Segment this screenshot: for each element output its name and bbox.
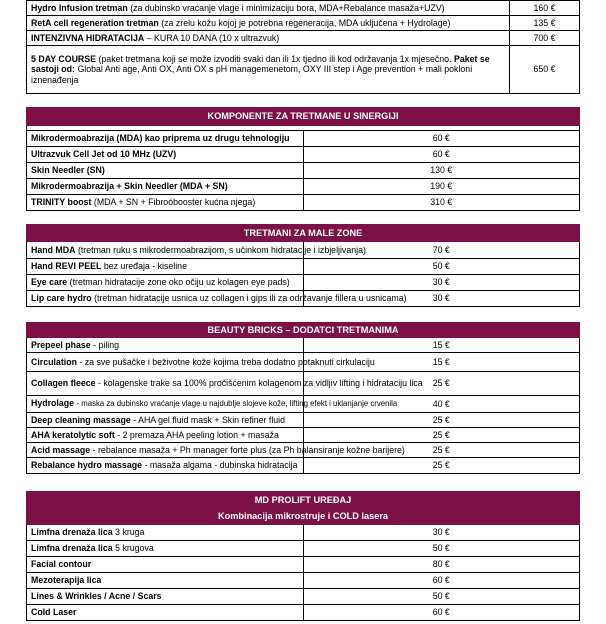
treatment-name: Collagen fleece: [31, 378, 96, 389]
treatment-name: INTENZIVNA HIDRATACIJA: [31, 32, 145, 43]
treatment-desc: (tretman ruku s mikrodermoabrazijom, s učinkom hidratacije i izbjeljivanja): [77, 244, 366, 255]
table-row: [27, 131, 580, 147]
treatment-name: Mikrodermoabrazija + Skin Needler (MDA + SN): [31, 181, 228, 192]
md-prolift-table: [26, 491, 580, 621]
treatment-price: 135 €: [510, 16, 580, 31]
treatment-desc: (tretman hidratacije zone oko očiju uz kolagen eye pads): [69, 277, 290, 288]
table-row: [27, 443, 580, 458]
treatment-name: Hydrolage: [31, 398, 75, 409]
package-label: Paket se sastoji od:: [31, 53, 490, 75]
treatment-name: Circulation: [31, 356, 77, 367]
treatment-price: 60 €: [303, 573, 580, 589]
treatment-desc: - piling: [93, 339, 120, 350]
section-header: [27, 323, 580, 338]
treatment-name: Rebalance hydro massage: [31, 460, 142, 471]
table-row: [27, 259, 580, 275]
table-row: [27, 573, 580, 589]
treatment-price: 70 €: [303, 242, 580, 259]
treatment-desc: - kolagenske trake sa 100% pročišćenim kolagenom za vidljiv lifting i hidrataciju lica: [98, 378, 423, 389]
treatment-desc: 3 kruga: [115, 527, 145, 538]
treatment-name: Eye care: [31, 277, 68, 288]
treatment-price: 25 €: [303, 413, 580, 428]
top-treatments-table: [26, 0, 580, 94]
table-row: [27, 605, 580, 621]
treatment-desc: - rebalance masaža + Ph manager forte plus (za Ph balansiranje kožne barijere): [92, 444, 405, 455]
treatment-name: Mezoterapija lica: [31, 575, 102, 586]
treatment-desc: (paket tretmana koji se može izvoditi svaki dan ili 1x tjedno ili kod održavanja 1x mjesečno.: [98, 53, 452, 64]
treatment-name: Hand REVI PEEL: [31, 261, 102, 272]
treatment-name: TRINITY boost: [31, 197, 92, 208]
table-row: [27, 372, 580, 396]
treatment-desc: - masaža algama - dubinska hidratacija: [144, 460, 298, 471]
table-row: [27, 541, 580, 557]
treatment-desc: – KURA 10 DANA (10 x ultrazvuk): [146, 32, 280, 43]
section-title: KOMPONENTE ZA TRETMANE U SINERGIJI: [27, 108, 580, 126]
treatment-price: 160 €: [510, 1, 580, 16]
table-row: [27, 338, 580, 353]
treatment-price: 15 €: [303, 338, 580, 353]
table-row: [27, 557, 580, 573]
section-header: [27, 225, 580, 242]
male-zone-table: [26, 224, 580, 307]
treatment-desc: (za dubinsko vraćanje vlage i minimizaciju bora, MDA+Rebalance masaža+UZV): [130, 2, 445, 13]
treatment-desc: - AHA gel fluid mask + Skin refiner fluid: [133, 414, 286, 425]
section-subheader: [27, 509, 580, 525]
table-row: [27, 413, 580, 428]
treatment-price: 700 €: [510, 31, 580, 46]
treatment-price: 50 €: [303, 259, 580, 275]
table-row: [27, 179, 580, 195]
treatment-price: 15 €: [303, 353, 580, 372]
table-row: [27, 458, 580, 474]
treatment-name: Lines & Wrinkles / Acne / Scars: [31, 591, 162, 602]
treatment-price: 30 €: [303, 291, 580, 307]
treatment-desc-2: Global Anti age, Anti OX, Anti OX s pH managemenetom, OXY III step i Age prevention + mali pokloni iznenađenja: [31, 64, 473, 85]
treatment-name: Ultrazvuk Cell Jet od 10 MHz (UZV): [31, 149, 177, 160]
treatment-price: 190 €: [303, 179, 580, 195]
beauty-bricks-table: [26, 322, 580, 474]
treatment-desc: (MDA + SN + Fibroóbooster kućna njega): [93, 197, 256, 208]
treatment-name: Acid massage: [31, 444, 91, 455]
treatment-name: Mikrodermoabrazija (MDA) kao priprema uz drugu tehnologiju: [31, 133, 290, 144]
section-header: [27, 108, 580, 126]
treatment-price: 25 €: [303, 372, 580, 396]
treatment-price: 50 €: [303, 541, 580, 557]
treatment-price: 60 €: [303, 147, 580, 163]
section-title: BEAUTY BRICKS – DODATCI TRETMANIMA: [27, 323, 580, 338]
treatment-name: Hand MDA: [31, 244, 76, 255]
treatment-name: Limfna drenaža lica: [31, 543, 113, 554]
table-row: [27, 589, 580, 605]
treatment-desc: (za zrelu kožu kojoj je potrebna regeneracija, MDA uključena + Hydrolage): [161, 17, 451, 28]
treatment-name: Facial contour: [31, 559, 92, 570]
section-subtitle: Kombinacija mikrostruje i COLD lasera: [27, 509, 580, 525]
table-row: [27, 31, 580, 46]
treatment-name: Lip care hydro: [31, 293, 92, 304]
treatment-price: 25 €: [303, 443, 580, 458]
treatment-price: 40 €: [303, 396, 580, 413]
section-header: [27, 492, 580, 509]
treatment-desc: (tretman hidratacije usnica uz collagen i gips ili za održavanje fillera u usnicama): [94, 293, 407, 304]
treatment-name: Skin Needler (SN): [31, 165, 105, 176]
table-row: [27, 242, 580, 259]
table-row: [27, 147, 580, 163]
table-row: [27, 195, 580, 211]
treatment-desc: 5 krugova: [115, 543, 154, 554]
treatment-name: AHA keratolytic soft: [31, 429, 115, 440]
treatment-desc: bez uređaja - kiseline: [103, 261, 187, 272]
table-row: [27, 275, 580, 291]
treatment-name: Deep cleaning massage: [31, 414, 131, 425]
treatment-price: 30 €: [303, 525, 580, 541]
treatment-price: 130 €: [303, 163, 580, 179]
treatment-price: 25 €: [303, 428, 580, 443]
treatment-name: Hydro Infusion tretman: [31, 2, 128, 13]
treatment-name: Prepeel phase: [31, 339, 91, 350]
table-row: [27, 16, 580, 31]
treatment-desc: - za sve pušačke i beživotne kože kojima treba dodatno potaknuti cirkulaciju: [79, 356, 375, 367]
treatment-desc: - 2 premaza AHA peeling lotion + masaža: [117, 429, 279, 440]
table-row: [27, 525, 580, 541]
table-row: [27, 353, 580, 372]
table-row: [27, 46, 580, 94]
table-row: [27, 396, 580, 413]
treatment-name: Cold Laser: [31, 607, 77, 618]
treatment-name: RetA cell regeneration tretman: [31, 17, 159, 28]
treatment-price: 80 €: [303, 557, 580, 573]
treatment-price: 650 €: [510, 46, 580, 94]
treatment-price: 60 €: [303, 131, 580, 147]
table-row: [27, 428, 580, 443]
treatment-price: 30 €: [303, 275, 580, 291]
treatment-price: 25 €: [303, 458, 580, 474]
table-row: [27, 163, 580, 179]
table-row: [27, 1, 580, 16]
table-row: [27, 291, 580, 307]
treatment-price: 310 €: [303, 195, 580, 211]
treatment-price: 50 €: [303, 589, 580, 605]
treatment-price: 60 €: [303, 605, 580, 621]
treatment-desc: - maska za dubinsko vraćanje vlage u najdublje slojeve kože, lifting efekt i uklanjanje crvenila: [76, 399, 398, 409]
treatment-name: Limfna drenaža lica: [31, 527, 113, 538]
section-title: MD PROLIFT UREĐAJ: [27, 492, 580, 509]
section-title: TRETMANI ZA MALE ZONE: [27, 225, 580, 242]
treatment-name: 5 DAY COURSE: [31, 53, 97, 64]
komponente-table: [26, 107, 580, 211]
